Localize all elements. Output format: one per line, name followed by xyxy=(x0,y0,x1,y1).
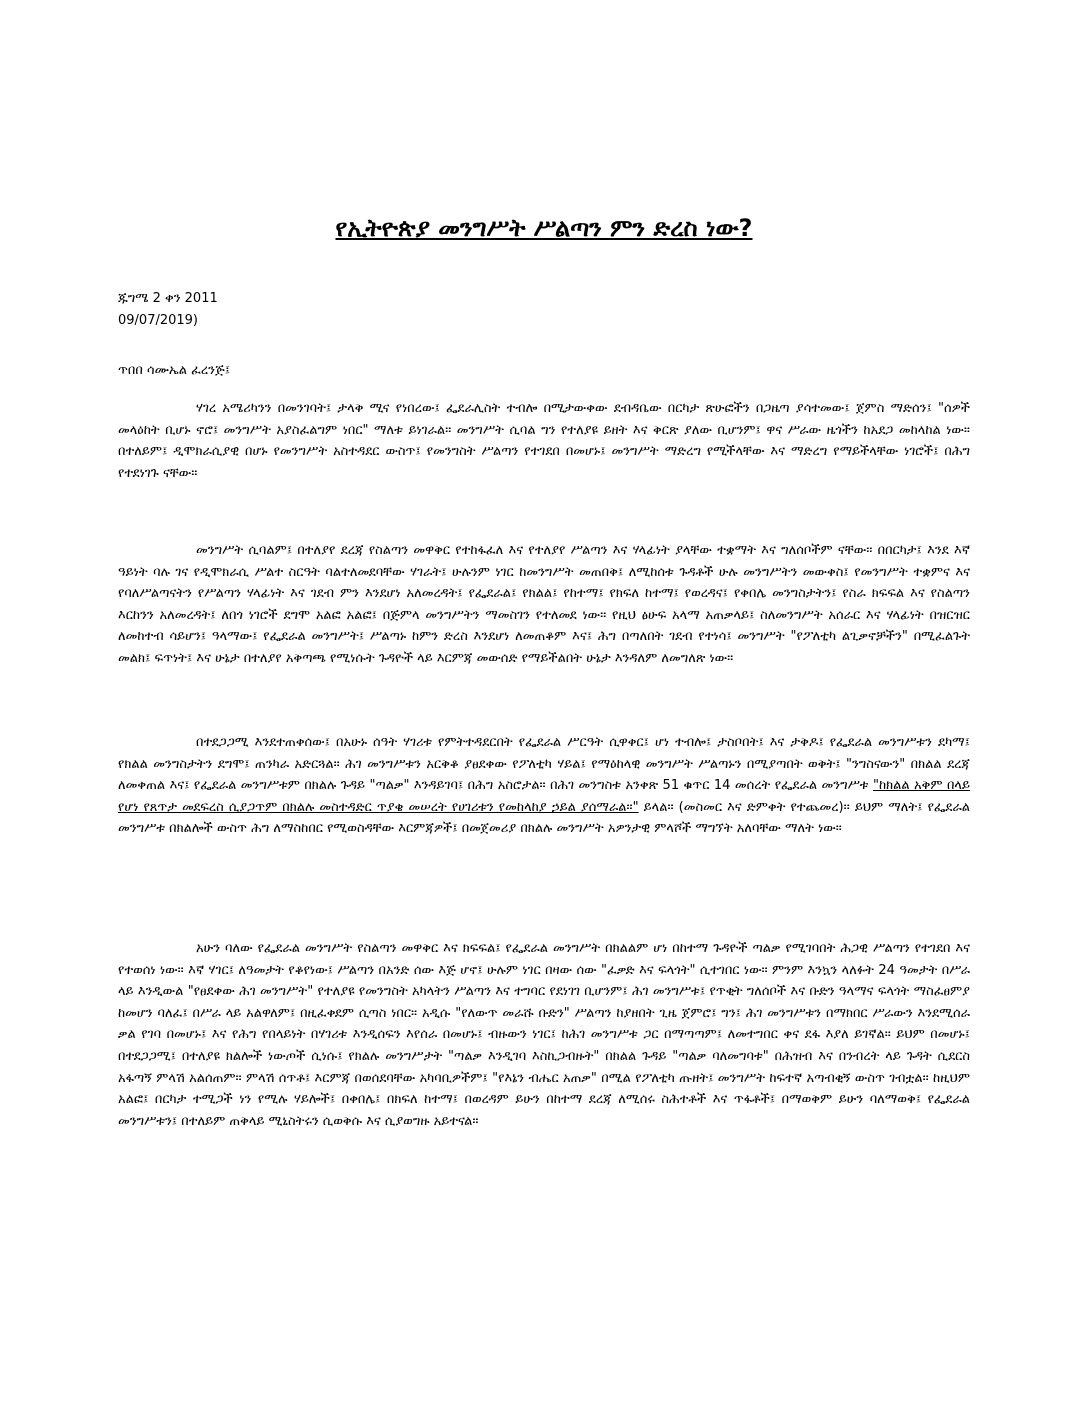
paragraph-3-part-b: ይላል። (መስመር እና ድምቀት የተጨመረ)፡፡ ይህም ማለት፤ የፌደራል መንግሥቱ በክልሎች ውስጥ ሕግ ለማስከበር የሚወስዳቸው እርምጃዎች፤ በመጀመሪያ በክልሉ መንግሥት አዎንታዊ ምላሾች ማግኘት አለባቸው ማለት ነው፡፡ xyxy=(118,799,970,837)
paragraph-3-part-a: በተደጋጋሚ እንደተጠቀሰው፤ በአሁኑ ሰዓት ሃገሪቱ የምትተዳደርበት የፌደራል ሥርዓት ሲዋቀር፤ ሆነ ተብሎ፤ ታስቦበት፤ እና ታቅዶ፤ የፌደራል መንግሥቱን ደካማ፤ የክልል መንግስታትን ደግሞ፤ ጠንካራ አድርጓል። ሕገ መንግሥቱን አርቅቆ ያፀደቀው የፖለቲካ ሃይል፤ የማዕከላዊ መንግሥት ሥልጣኑን በሚያጣበት ወቅት፤ "ንግስናውን" በክልል ደረጃ ለመቀጠል እና፤ የፌደራል መንግሥቱም በክልሉ ጉዳይ "ጣልቃ" እንዳይገባ፤ በሕግ አስሮታል። በሕገ መንግስቱ አንቀጽ 51 ቁጥር 14 መሰረት የፌደራል መንግሥቱ xyxy=(118,735,970,794)
paragraph-3 xyxy=(118,732,970,840)
constitution-quote: "ከክልል አቅም በላይ የሆነ የጸጥታ መደፍረስ ሲያጋጥም በክልሉ መስተዳድር ጥያቄ መሠረት የሀገሪቱን የመከላከያ ኃይል ያሰማራል፡፡" xyxy=(118,778,970,815)
paragraph-4: አሁን ባለው የፌደራል መንግሥት የስልጣን መዋቅር እና ክፍፍል፤ የፌደራል መንግሥት በክልልም ሆነ በከተማ ጉዳዮች ጣልቃ የሚገባበት ሕጋዊ ሥልጣን የተገደበ እና የተወሰነ ነው። እኛ ሃገር፤ ለዓመታት የቆየነው፤ ሥልጣን በአንድ ሰው እጅ ሆኖ፤ ሁሉም ነገር በዛው ሰው "ፈቃድ እና ፍላጎት" ሲተገበር ነው። ምንም እንኳን ላለፉት 24 ዓመታት በሥራ ላይ እንዲውል "የፀደቀው ሕገ መንግሥት" የተለያዩ የመንግስት አካላትን ሥልጣን እና ተግባር የደነገገ ቢሆንም፤ ሕገ መንግሥቱ፤ የጥቂት ግለሰቦች እና ቡድን ዓላማና ፍላጎት ማስፈፀምያ ከመሆን ባለፈ፤ በሥራ ላይ አልዋለም፤ በዚፈቀደም ሲጣስ ነበር። አዲሱ "የለውጥ መራሹ ቡድን" ሥልጣን ከያዘበት ጊዜ ጀምሮ፤ ግን፤ ሕገ መንግሥቱን በማክበር ሥራውን እንደሚሰራ ቃል የገባ በመሆኑ፤ እና የሕግ የበላይነት በሃገሪቱ እንዲሰፍን እየሰራ በመሆኑ፤ ብዙውን ነገር፤ ከሕገ መንግሥቱ ጋር በማጣጣም፤ ለመተግበር ቀና ደፋ እያለ ይገኛል። ይህም በመሆኑ፤ በተደጋጋሚ፤ በተለያዩ ክልሎች ነውጦች ሲነሱ፤ የክልሉ መንግሥታት "ጣልቃ እንዲገባ እስኪጋብዙት" በክልል ጉዳይ "ጣልቃ ባለመግባቱ" በሕዝብ እና በንብረት ላይ ጉዳት ሲደርስ አፋጣኝ ምላሽ አልሰጠም። ምላሽ ሰጥቶ፤ እርምጃ በወሰደባቸው አካባቢዎችም፤ "የእኔን ብሔር አጠቃ" በሚል የፖለቲካ ጡዘት፤ መንግሥት ከፍተኛ አጣብቂኝ ውስጥ ገብቷል። ከዚህም አልፎ፤ በርካታ ተሚጋች ነን የሚሉ ሃይሎች፤ በቀበሌ፤ በክፍለ ከተማ፤ በወረዳም ይሁን በከተማ ደረጃ ለሚሰሩ ስሕተቶች እና ጥፋቶች፤ በማወቅም ይሁን ባለማወቅ፤ የፌደራል መንግሥቱን፤ በተለይም ጠቅላይ ሚኒስትሩን ሲወቅሱ እና ሲያወግዙ አይተናል። xyxy=(118,941,970,1129)
date-ethiopian: ጁግሜ 2 ቀን 2011 xyxy=(118,291,218,306)
author-line: ጥበበ ሳሙኤል ፈረንጅ፤ xyxy=(118,363,231,378)
date-gregorian: 09/07/2019) xyxy=(118,313,198,328)
paragraph-1: ሃገረ አሜሪካንን በመንገባት፤ ታላቅ ሚና የነበረው፤ ፌደራሊስት ተብሎ በሚታውቀው ደብዳቤው በርካታ ጽሁፎችን በጋዜጣ ያሳተመው፤ ጀምስ ማድሰን፤ "ሰዎች መላዕከት ቢሆኑ ኖሮ፤ መንግሥት አያስፈልግም ነበር" ማለቱ ይነገራል። መንግሥት ሲባል ግን የተለያዩ ይዘት እና ቅርጽ ያለው ቢሆንም፤ ዋና ሥራው ዜጎችን ከአደጋ መከላከል ነው። በተለይም፤ ዲሞክራሲያዊ በሆኑ የመንግሥት አስተዳደር ውስጥ፤ የመንግስት ሥልጣን የተገደበ በመሆኑ፤ መንግሥት ማድረግ የሚችላቸው እና ማድረግ የማይችላቸው ነገሮች፤ በሕግ የተደነገጉ ናቸው። xyxy=(118,401,970,481)
dateline xyxy=(118,288,218,332)
paragraph-2: መንግሥት ሲባልም፤ በተለያየ ደረጃ የስልጣን መዋቅር የተከፋፈለ እና የተለያየ ሥልጣን እና ሃላፊነት ያላቸው ተቋማት እና ግለሰቦችም ናቸው፡፡ በበርካታ፤ እንደ እኛ ዓይነት ባሉ ገና የዲሞክራሲ ሥልተ ስርዓት ባልተለመደባቸው ሃገራት፤ ሁሉንም ነገር ከመንግሥት መጠበቅ፤ ለሚከሰቱ ጉዳቶች ሁሉ መንግሥትን መውቀስ፤ የመንግሥት ተቋምና እና የባለሥልጣናትን የሥልጣን ሃላፊነት እና ገደብ ምን እንደሆነ አለመረዳት፤ የፌደራል፤ የክልል፤ የከተማ፤ የክፍለ ከተማ፤ የወረዳና፤ የቀበሌ መንግስታትን፤ የስራ ክፍፍል እና የስልጣን እርከንን አለመረዳት፤ ለበጎ ነገሮች ደግሞ አልፎ አልፎ፤ በጅምላ መንግሥትን ማመስገን የተለመደ ነው። የዚህ ፅሁፍ አላማ አጠቃላይ፤ ስለመንግሥት አሰራር እና ሃላፊነት በዝርዝር ለመከተብ ሳይሆን፤ ዓላማው፤ የፌደራል መንግሥት፤ ሥልጣኑ ከምን ድረስ እንደሆነ ለመጠቆም እና፤ ሕግ በጣለበት ገደብ የተነሳ፤ መንግሥት "የፖለቲካ ልጊቃኖቻችን" በሚፈልጉት መልክ፤ ፍጥነት፤ እና ሁኔታ በተለያየ አቅጣጫ የሚነሱት ጉዳዮች ላይ እርምጃ መውሰድ የማይችልበት ሁኔታ እንዳለም ለመግለጽ ነው። xyxy=(118,543,970,666)
document-title: የኢትዮጵያ መንግሥት ሥልጣን ምን ድረስ ነው? xyxy=(335,214,753,242)
